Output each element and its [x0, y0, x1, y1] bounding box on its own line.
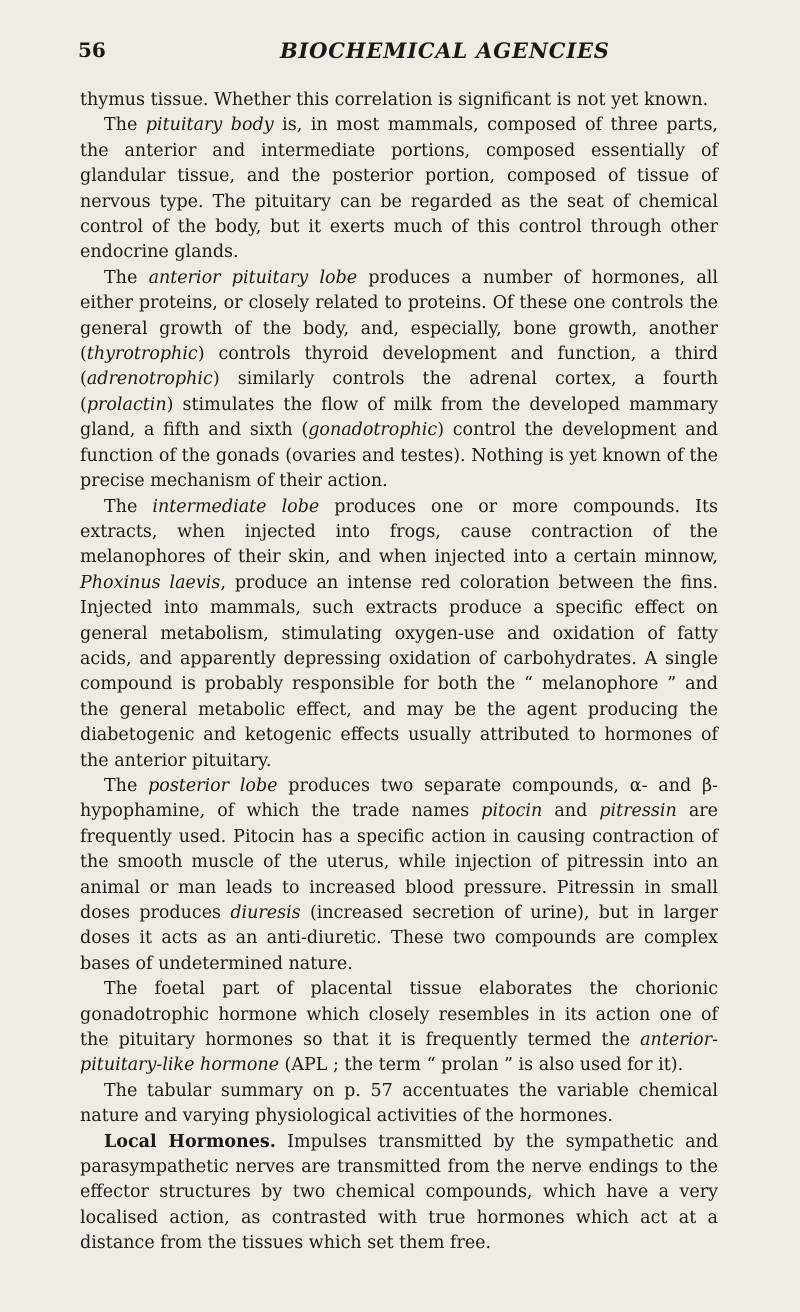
- text-run: The tabular summary on p. 57 accentuates the variable chemical nature and varying physiological activities of the hormones.: [80, 1080, 718, 1127]
- text-run: ) stimulates the flow of milk from the developed mammary gland, a fifth and sixth (: [80, 394, 718, 441]
- text-run: is, in most mammals, composed of three parts, the anterior and intermediate portions, composed essentially of glandular tissue, and the posterior portion, composed of tissue of nervous type. The pituitary can be regarded as the seat of chemical control of the body, but it exerts much of this control through other endocrine glands.: [80, 115, 718, 263]
- text-run: ) control the development and function of the gonads (ovaries and testes). Nothing is yet known of the precise mechanism of their action.: [80, 420, 718, 492]
- italic-term: prolactin: [86, 394, 167, 415]
- text-run: (APL ; the term “ prolan ” is also used for it).: [278, 1055, 684, 1076]
- italic-term: adrenotrophic: [86, 369, 213, 390]
- italic-term: pituitary body: [145, 115, 274, 136]
- italic-term: Phoxinus laevis: [80, 572, 221, 593]
- body-text: [80, 88, 718, 1257]
- italic-term: diuresis: [230, 903, 301, 923]
- page-number: 56: [78, 38, 106, 62]
- paragraph: [80, 495, 718, 774]
- text-run: thymus tissue. Whether this correlation is significant is not yet known.: [80, 90, 709, 110]
- page-header: [78, 38, 718, 68]
- italic-term: posterior lobe: [148, 775, 278, 796]
- paragraph: [80, 1130, 718, 1257]
- text-run: Impulses transmitted by the sympathetic and parasympathetic nerves are transmitted from the nerve endings to the effector structures by two chemical compounds, which have a very localised action, as contrasted with true hormones which act at a distance from the tissues which set them free.: [80, 1131, 718, 1254]
- text-run: The: [104, 775, 149, 796]
- paragraph: [80, 266, 718, 495]
- paragraph: [80, 1079, 718, 1130]
- section-heading: Local Hormones.: [104, 1131, 276, 1152]
- paragraph: [80, 774, 718, 977]
- text-run: The: [104, 267, 149, 288]
- text-run: (increased secretion of urine), but in larger doses it acts as an anti-diuretic. These two compounds are complex bases of undetermined nature.: [80, 903, 718, 974]
- text-run: The: [104, 115, 146, 136]
- text-run: The foetal part of placental tissue elaborates the chorionic gonadotrophic hormone which closely resembles in its action one of the pituitary hormones so that it is frequently termed the: [80, 979, 718, 1051]
- italic-term: anterior pituitary lobe: [148, 267, 358, 288]
- italic-term: anterior-pituitary-like hormone: [80, 1030, 718, 1076]
- paragraph: [80, 977, 718, 1079]
- text-run: ) similarly controls the adrenal cortex, a fourth (: [80, 369, 718, 415]
- italic-term: pitressin: [599, 801, 677, 822]
- text-run: , produce an intense red coloration between the fins. Injected into mammals, such extracts produce a specific effect on general metabolism, stimulating oxygen-use and oxidation of fatty acids, and apparently depressing oxidation of carbohydrates. A single compound is probably responsible for both the “ melanophore ” and the general metabolic effect, and may be the agent producing the diabetogenic and ketogenic effects usually attributed to hormones of the anterior pituitary.: [80, 572, 719, 771]
- text-run: The: [104, 496, 153, 517]
- italic-term: pitocin: [481, 801, 543, 822]
- text-run: produces one or more compounds. Its extracts, when injected into frogs, cause contraction of the melanophores of their skin, and when injected into a certain minnow,: [80, 496, 718, 568]
- text-run: produces two separate compounds, α- and β-hypophamine, of which the trade names: [80, 775, 718, 822]
- text-run: produces a number of hormones, all either proteins, or closely related to proteins. Of these one controls the general growth of the body, and, especially, bone growth, another (: [80, 267, 718, 365]
- paragraph: [80, 113, 718, 265]
- running-head: BIOCHEMICAL AGENCIES: [280, 38, 610, 63]
- text-run: are frequently used. Pitocin has a specific action in causing contraction of the smooth muscle of the uterus, while injection of pitressin into an animal or man leads to increased blood pressure. Pitressin in small doses produces: [80, 801, 718, 923]
- text-run: ) controls thyroid development and function, a third (: [80, 344, 718, 390]
- paragraph: [80, 88, 718, 113]
- italic-term: gonadotrophic: [308, 420, 438, 441]
- italic-term: thyrotrophic: [86, 344, 198, 365]
- italic-term: intermediate lobe: [152, 496, 320, 517]
- text-run: and: [542, 801, 600, 822]
